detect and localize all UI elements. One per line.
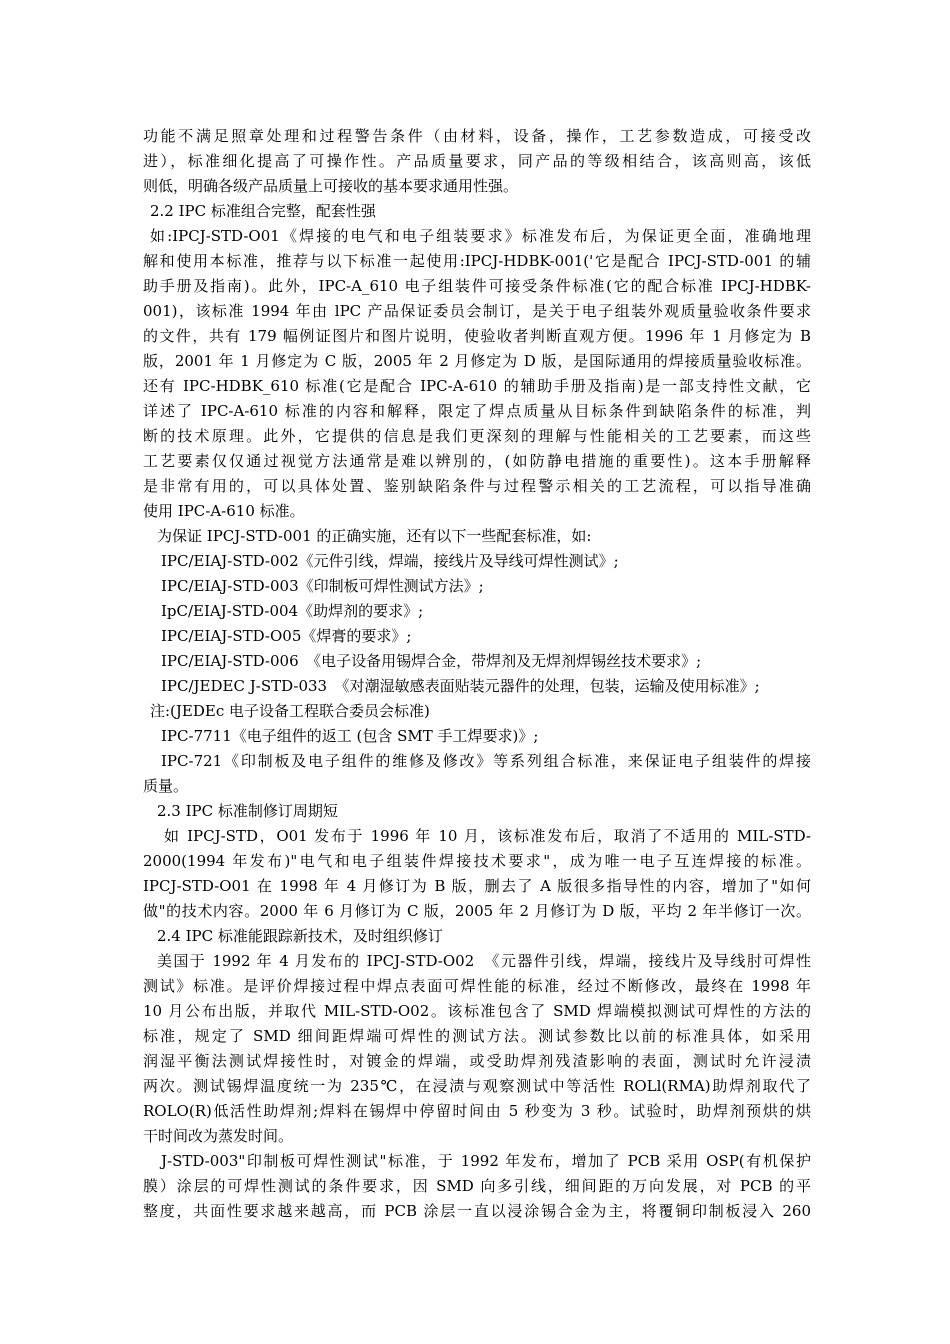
text-line: 工艺要素仅仅通过视觉方法通常是难以辨別的，(如防静电措施的重要性)。这本手册解释: [143, 452, 811, 470]
text-line: 001)，该标准 1994 年由 lPC 产品保证委员会制订，是关于电子组装外观质量验收条件要求: [143, 302, 811, 320]
standard-list-item: IPC-721《印制板及电子组件的维修及修改》等系列组合标准，来保证电子组装件的焊接: [161, 752, 811, 770]
text-line: 10 月公布出版，并取代 MIL-STD-O02。该标准包含了 SMD 焊端模拟测试可焊性的方法的: [143, 1002, 811, 1020]
text-line: 2000(1994 年发布)"电气和电子组装件焊接技术要求"，成为唯一电子互连焊接的标准。: [143, 852, 811, 870]
section-heading-2-4: 2.4 IPC 标准能跟踪新技术，及时组织修订: [157, 927, 443, 945]
text-line: 则低，明确各级产品质量上可接收的基本要求通用性强。: [143, 177, 519, 195]
text-line: J-STD-003"印制板可焊性测试"标准，于 1992 年发布，增加了 PCB 采用 OSP(有机保护: [161, 1152, 811, 1170]
standard-list-item: IPC-7711《电子组件的返工 (包含 SMT 手工焊要求)》;: [161, 727, 539, 745]
standard-list-item: IPC/EIAJ-STD-006 《电子设备用锡焊合金，带焊剂及无焊剂焊锡丝技术要求》;: [161, 652, 702, 670]
text-line: ROLO(R)低活性助焊剂;焊料在锡焊中停留时间由 5 秒变为 3 秒。试验时，助焊剂预烘的烘: [143, 1102, 811, 1120]
text-line: 整度，共面性要求越来越高，而 PCB 涂层一直以浸涂锡合金为主，将覆铜印制板浸入 260: [143, 1202, 811, 1220]
text-line: 两次。测试锡焊温度统一为 235℃，在浸渍与观察测试中等活性 ROLl(RMA)助焊剂取代了: [143, 1077, 811, 1095]
text-line: 解和使用本标准，推荐与以下标准一起使用:IPCJ-HDBK-001('它是配合 IPCJ-STD-001 的辅: [143, 252, 811, 270]
section-heading-2-3: 2.3 IPC 标准制修订周期短: [157, 802, 338, 820]
standard-list-item: IPC/EIAJ-STD-002《元件引线，焊端，接线片及导线可焊性测试》;: [161, 552, 619, 570]
standard-list-item: IpC/EIAJ-STD-004《助焊剂的要求》;: [161, 602, 424, 620]
text-line: 助手册及指南)。此外，IPC-A_610 电子组装件可接受条件标准(它的配合标准 IPCJ-HDBK-: [143, 277, 811, 295]
text-line: 是非常有用的，可以具体处置、鉴别缺陷条件与过程警示相关的工艺流程，可以指导准确: [143, 477, 811, 495]
text-line: 膜）涂层的可焊性测试的条件要求，因 SMD 向多引线，细间距的万向发展，对 PCB 的平: [143, 1177, 811, 1195]
standard-list-item: IPC/EIAJ-STD-003《印制板可焊性测试方法》;: [161, 577, 484, 595]
section-heading-2-2: 2.2 IPC 标准组合完整，配套性强: [150, 202, 376, 220]
standard-list-item: IPC/JEDEC J-STD-033 《对潮湿敏感表面贴装元器件的处理，包装，运输及使用标准》;: [161, 677, 760, 695]
text-line: 如 IPCJ-STD，O01 发布于 1996 年 10 月，该标准发布后，取消了不适用的 MIL-STD-: [164, 827, 811, 845]
note-line: 注:(JEDEc 电子设备工程联合委员会标准): [150, 702, 430, 720]
text-line: 的文件，共有 179 幅例证图片和图片说明，使验收者判断直观方便。1996 年 1 月修定为 B: [143, 327, 811, 345]
text-line: 润湿平衡法测试焊接性时，对镀金的焊端，或受助焊剂残渣影响的表面，测试时允许浸渍: [143, 1052, 811, 1070]
text-line: 质量。: [143, 777, 189, 795]
text-line: IPCJ-STD-O01 在 1998 年 4 月修订为 B 版，删去了 A 版很多指导性的内容，增加了"如何: [143, 877, 811, 895]
text-line: 功能不满足照章处理和过程警告条件（由材料，设备，操作，工艺参数造成，可接受改: [143, 127, 811, 145]
text-line: 为保证 IPCJ-STD-001 的正确实施，还有以下一些配套标准，如:: [157, 527, 592, 545]
document-body: [143, 124, 811, 1224]
text-line: 做"的技术内容。2000 年 6 月修订为 C 版，2005 年 2 月修订为 D 版，平均 2 年半修订一次。: [143, 902, 811, 920]
text-line: 还有 IPC-HDBK_610 标准(它是配合 IPC-A-610 的辅助手册及指南)是一部支持性文献，它: [143, 377, 811, 395]
text-line: 进），标准细化提高了可操作性。产品质量要求，同产品的等级相结合，该高则高，该低: [143, 152, 811, 170]
text-line: 详述了 IPC-A-610 标准的内容和解释，限定了焊点质量从目标条件到缺陷条件的标准，判: [143, 402, 811, 420]
text-line: 测试》标准。是评价焊接过程中焊点表面可焊性能的标准，经过不断修改，最终在 1998 年: [143, 977, 811, 995]
text-line: 断的技术原理。此外，它提供的信息是我们更深刻的理解与性能相关的工艺要素，而这些: [143, 427, 811, 445]
text-line: 版，2001 年 1 月修定为 C 版，2005 年 2 月修定为 D 版，是国际通用的焊接质量验收标准。: [143, 352, 811, 370]
text-line: 干时间改为蒸发时间。: [143, 1127, 294, 1145]
text-line: 美国于 1992 年 4 月发布的 IPCJ-STD-O02 《元器件引线，焊端，接线片及导线肘可焊性: [157, 952, 811, 970]
text-line: 如:IPCJ-STD-O01《焊接的电气和电子组装要求》标准发布后，为保证更全面，准确地理: [150, 227, 811, 245]
standard-list-item: IPC/EIAJ-STD-O05《焊膏的要求》;: [161, 627, 412, 645]
text-line: 标准，规定了 SMD 细间距焊端可焊性的测试方法。测试参数比以前的标准具体，如采用: [143, 1027, 811, 1045]
text-line: 使用 IPC-A-610 标准。: [143, 502, 305, 520]
